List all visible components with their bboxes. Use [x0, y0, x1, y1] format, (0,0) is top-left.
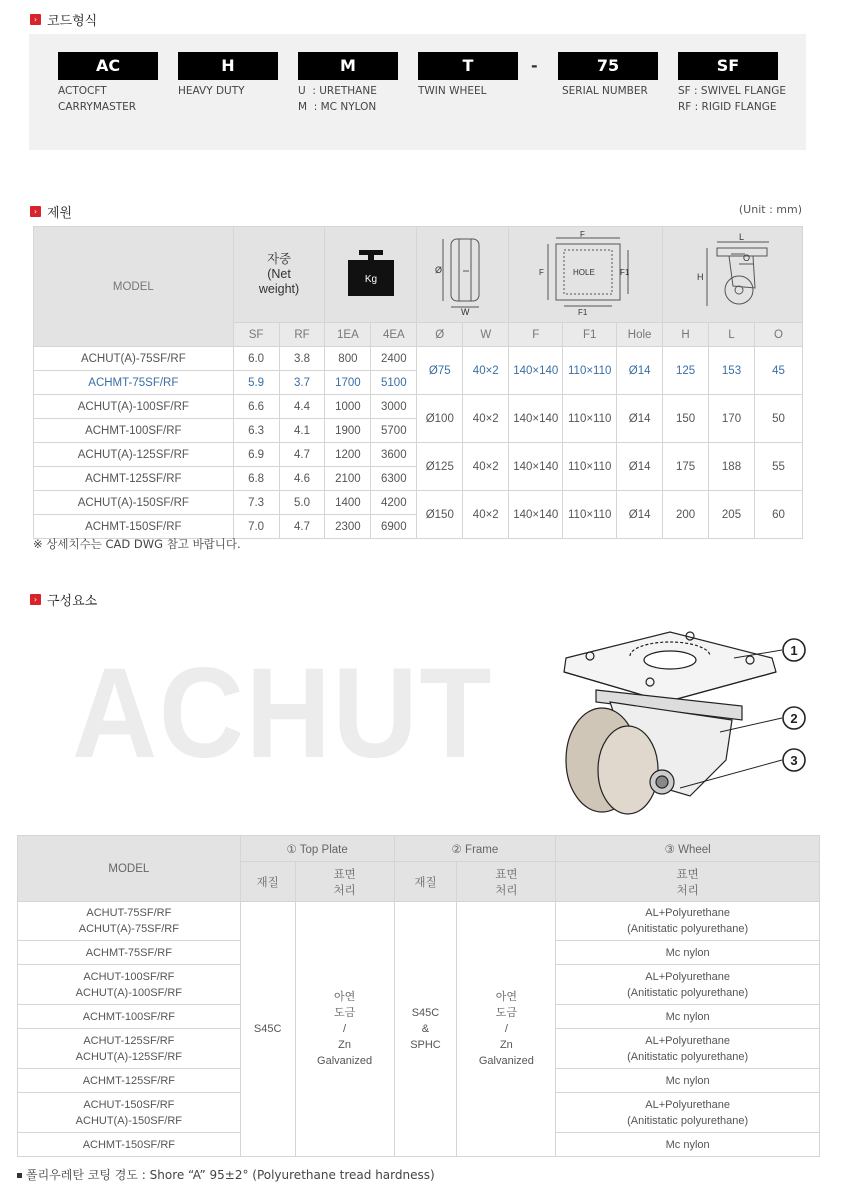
cell-model: ACHUT-75SF/RF ACHUT(A)-75SF/RF — [18, 902, 241, 941]
cell: 3600 — [371, 443, 417, 467]
cell: 110×110 — [563, 491, 617, 539]
sub-1ea: 1EA — [325, 323, 371, 347]
cell-frame-material: S45C & SPHC — [394, 902, 457, 1157]
cell: 2400 — [371, 347, 417, 371]
sub-sf: SF — [233, 323, 279, 347]
cell-model: ACHUT-100SF/RF ACHUT(A)-100SF/RF — [18, 965, 241, 1005]
cell: 125 — [663, 347, 709, 395]
f1-side-label: F1 — [619, 268, 629, 277]
cell-wheel: AL+Polyurethane (Anitistatic polyurethane) — [556, 1093, 820, 1133]
cell: 175 — [663, 443, 709, 491]
code-key: M — [298, 52, 398, 80]
cell: 45 — [754, 347, 802, 395]
cell: 170 — [709, 395, 755, 443]
cell: 5700 — [371, 419, 417, 443]
cell: 55 — [754, 443, 802, 491]
watermark-text: ACHUT — [72, 642, 494, 785]
f-label: F — [579, 230, 585, 239]
group-wheel: ③ Wheel — [556, 836, 820, 862]
cell: 188 — [709, 443, 755, 491]
l-label: L — [738, 232, 744, 242]
cell-model: ACHUT(A)-75SF/RF — [34, 347, 234, 371]
cell-model: ACHUT(A)-100SF/RF — [34, 395, 234, 419]
cell: 6.3 — [233, 419, 279, 443]
code-key: H — [178, 52, 278, 80]
cell: 3000 — [371, 395, 417, 419]
cell: 40×2 — [463, 347, 509, 395]
cell: 6.6 — [233, 395, 279, 419]
cell: Ø100 — [417, 395, 463, 443]
weight-label: 자중 (Net weight) — [258, 252, 300, 296]
cell-frame-surface: 아연 도금 / Zn Galvanized — [457, 902, 556, 1157]
load-header — [325, 227, 417, 323]
cell: Ø75 — [417, 347, 463, 395]
plate-dimension-diagram — [536, 230, 636, 316]
cell-model: ACHMT-150SF/RF — [18, 1133, 241, 1157]
wheel-diagram-header — [417, 227, 509, 323]
cell: Ø125 — [417, 443, 463, 491]
cell: 205 — [709, 491, 755, 539]
cell-wheel: Mc nylon — [556, 1069, 820, 1093]
cell-wheel: AL+Polyurethane (Anitistatic polyurethane) — [556, 1029, 820, 1069]
cell: 4.4 — [279, 395, 325, 419]
cell: 1000 — [325, 395, 371, 419]
cell-wheel: Mc nylon — [556, 1005, 820, 1029]
cell: 140×140 — [509, 395, 563, 443]
cell: 1200 — [325, 443, 371, 467]
cell: 6.9 — [233, 443, 279, 467]
cell: Ø150 — [417, 491, 463, 539]
cell: 5.0 — [279, 491, 325, 515]
col-surface: 표면 처리 — [556, 862, 820, 902]
spec-table — [33, 226, 803, 539]
weight-icon — [346, 247, 396, 299]
cell: 1400 — [325, 491, 371, 515]
cell: Ø14 — [617, 395, 663, 443]
col-material: 재질 — [394, 862, 457, 902]
cell: 4.7 — [279, 443, 325, 467]
code-key: AC — [58, 52, 158, 80]
cell: 5.9 — [233, 371, 279, 395]
cell: 4.1 — [279, 419, 325, 443]
code-item — [558, 52, 658, 99]
arrow-icon: › — [30, 14, 41, 25]
code-item — [298, 52, 398, 115]
table-row — [34, 347, 803, 371]
col-material: 재질 — [240, 862, 295, 902]
unit-label: (Unit : mm) — [738, 203, 802, 216]
f-side-label: F — [538, 268, 544, 277]
sub-f: F — [509, 323, 563, 347]
cell-wheel: Mc nylon — [556, 941, 820, 965]
code-item — [178, 52, 278, 99]
sub-l: L — [709, 323, 755, 347]
sub-f1: F1 — [563, 323, 617, 347]
cell: Ø14 — [617, 347, 663, 395]
cell-model: ACHUT(A)-150SF/RF — [34, 491, 234, 515]
code-key: T — [418, 52, 518, 80]
code-item — [418, 52, 518, 99]
cell: 2300 — [325, 515, 371, 539]
section-title-text: 코드형식 — [47, 14, 98, 29]
cell: 4.6 — [279, 467, 325, 491]
cell-wheel: Mc nylon — [556, 1133, 820, 1157]
group-frame: ② Frame — [394, 836, 556, 862]
bullet-icon — [17, 1173, 22, 1178]
o-label: O — [742, 253, 750, 263]
cell: 140×140 — [509, 347, 563, 395]
cell: 60 — [754, 491, 802, 539]
code-desc: HEAVY DUTY — [178, 85, 245, 97]
sub-h: H — [663, 323, 709, 347]
callout-1: 1 — [790, 643, 798, 658]
cell: 3.7 — [279, 371, 325, 395]
callout-2: 2 — [790, 711, 798, 726]
table-row — [34, 491, 803, 515]
table-row — [34, 443, 803, 467]
kg-label: Kg — [364, 274, 377, 285]
code-desc: SF : SWIVEL FLANGE RF : RIGID FLANGE — [678, 85, 787, 113]
cad-note: ※ 상세치수는 CAD DWG 참고 바랍니다. — [33, 537, 241, 551]
cell: 40×2 — [463, 443, 509, 491]
cell: 140×140 — [509, 443, 563, 491]
footnote-text: 폴리우레탄 코팅 경도 : Shore “A” 95±2° (Polyurethane tread hardness) — [26, 1168, 435, 1182]
code-key: 75 — [558, 52, 658, 80]
cell-model: ACHMT-75SF/RF — [18, 941, 241, 965]
cell: 7.0 — [233, 515, 279, 539]
cell: Ø14 — [617, 443, 663, 491]
cell-model: ACHMT-125SF/RF — [34, 467, 234, 491]
col-model: MODEL — [18, 836, 241, 902]
cell: 1700 — [325, 371, 371, 395]
cell-model: ACHMT-125SF/RF — [18, 1069, 241, 1093]
col-model: MODEL — [34, 227, 234, 347]
cell: 40×2 — [463, 491, 509, 539]
cell: 140×140 — [509, 491, 563, 539]
w-label: W — [460, 307, 470, 315]
wheel-dimension-diagram — [421, 231, 505, 315]
cell: 6300 — [371, 467, 417, 491]
sub-w: W — [463, 323, 509, 347]
cell: 6.0 — [233, 347, 279, 371]
code-key: SF — [678, 52, 778, 80]
code-desc: TWIN WHEEL — [418, 85, 487, 97]
cell: 200 — [663, 491, 709, 539]
sub-hole: Hole — [617, 323, 663, 347]
cell-model: ACHMT-100SF/RF — [34, 419, 234, 443]
cell: 2100 — [325, 467, 371, 491]
caster-diagram-header — [663, 227, 803, 323]
cell-model: ACHMT-75SF/RF — [34, 371, 234, 395]
sub-rf: RF — [279, 323, 325, 347]
cell-model: ACHMT-150SF/RF — [34, 515, 234, 539]
cell-model: ACHUT-150SF/RF ACHUT(A)-150SF/RF — [18, 1093, 241, 1133]
sub-dia: Ø — [417, 323, 463, 347]
plate-diagram-header — [509, 227, 663, 323]
cell: 3.8 — [279, 347, 325, 371]
code-format-box — [29, 34, 806, 150]
arrow-icon: › — [30, 594, 41, 605]
code-item — [678, 52, 787, 115]
section-title-code — [30, 10, 97, 29]
table-row — [34, 395, 803, 419]
code-desc: ACTOCFT CARRYMASTER — [58, 85, 137, 113]
cell: 6.8 — [233, 467, 279, 491]
cell: 110×110 — [563, 443, 617, 491]
cell: 6900 — [371, 515, 417, 539]
cell: 40×2 — [463, 395, 509, 443]
sub-4ea: 4EA — [371, 323, 417, 347]
h-label: H — [696, 272, 704, 282]
table-row — [18, 902, 820, 941]
cell-plate-surface: 아연 도금 / Zn Galvanized — [295, 902, 394, 1157]
col-surface: 표면 처리 — [457, 862, 556, 902]
cell: 110×110 — [563, 347, 617, 395]
dia-label: Ø — [434, 265, 442, 275]
code-desc: SERIAL NUMBER — [562, 85, 648, 97]
parts-table — [17, 835, 820, 1157]
sub-o: O — [754, 323, 802, 347]
arrow-icon: › — [30, 206, 41, 217]
section-title-text: 제원 — [47, 206, 73, 221]
cell: 7.3 — [233, 491, 279, 515]
caster-dimension-diagram — [683, 230, 783, 316]
cell: 110×110 — [563, 395, 617, 443]
cell: 5100 — [371, 371, 417, 395]
code-desc: U : URETHANE M : MC NYLON — [298, 85, 377, 113]
cell-model: ACHMT-100SF/RF — [18, 1005, 241, 1029]
weight-header — [233, 227, 325, 323]
hardness-footnote — [17, 1166, 435, 1183]
cell: 50 — [754, 395, 802, 443]
cell: 1900 — [325, 419, 371, 443]
cell: Ø14 — [617, 491, 663, 539]
code-dash: - — [531, 56, 538, 75]
col-surface: 표면 처리 — [295, 862, 394, 902]
code-item — [58, 52, 158, 115]
section-title-spec — [30, 202, 72, 221]
section-title-parts — [30, 590, 97, 609]
cell: 153 — [709, 347, 755, 395]
cell: 800 — [325, 347, 371, 371]
section-title-text: 구성요소 — [47, 594, 98, 609]
caster-illustration — [550, 620, 820, 825]
f1-label: F1 — [577, 308, 587, 316]
cell-wheel: AL+Polyurethane (Anitistatic polyurethane) — [556, 902, 820, 941]
cell-plate-material: S45C — [240, 902, 295, 1157]
callout-3: 3 — [790, 753, 798, 768]
cell: 4.7 — [279, 515, 325, 539]
cell: 150 — [663, 395, 709, 443]
cell-model: ACHUT-125SF/RF ACHUT(A)-125SF/RF — [18, 1029, 241, 1069]
hole-label: HOLE — [572, 268, 595, 277]
cell-model: ACHUT(A)-125SF/RF — [34, 443, 234, 467]
group-top-plate: ① Top Plate — [240, 836, 394, 862]
cell-wheel: AL+Polyurethane (Anitistatic polyurethane) — [556, 965, 820, 1005]
cell: 4200 — [371, 491, 417, 515]
